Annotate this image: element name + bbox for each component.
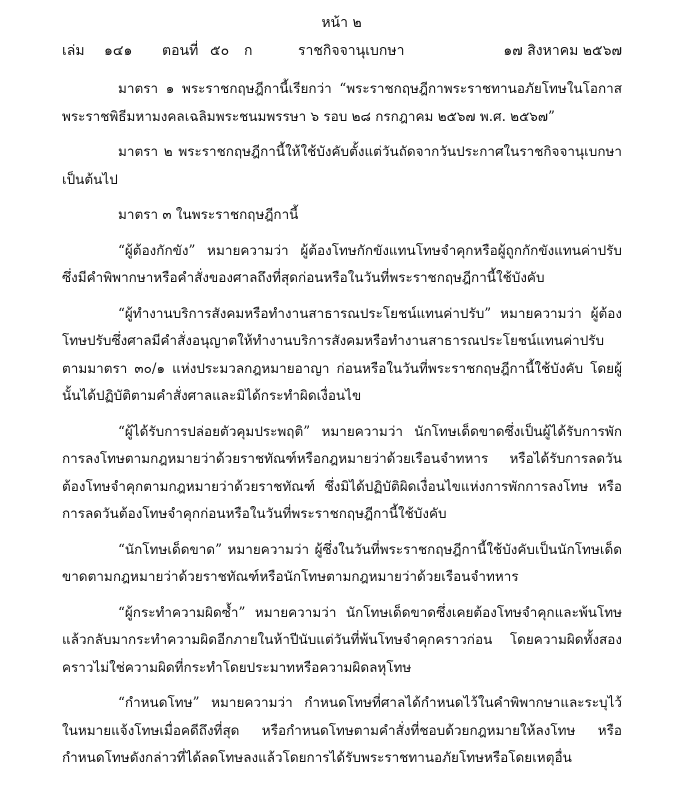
page-number: หน้า ๒ [321,15,362,31]
section-1: มาตรา ๑ พระราชกฤษฎีกานี้เรียกว่า “พระราชกฤษฎีกาพระราชทานอภัยโทษในโอกาสพระราชพิธีมหามงคลเฉลิมพระชนมพรรษา ๖ รอบ ๒๘ กรกฎาคม ๒๕๖๗ พ.ศ. ๒๕๖๗” [62,81,622,125]
volume-number: ๑๔๑ [104,43,133,59]
journal-title: ราชกิจจานุเบกษา [298,43,405,59]
definition-recidivist: “ผู้กระทำความผิดซ้ำ” หมายความว่า นักโทษเด็ดขาดซึ่งเคยต้องโทษจำคุกและพ้นโทษแล้วกลับมากระทำความผิดอีกภายในห้าปีนับแต่วันที่พ้นโทษจำคุกคราวก่อน โดยความผิดทั้งสองคราวไม่ใช่ความผิดที่กระทำโดยประมาทหรือความผิดลหุโทษ [62,604,622,676]
issue-date: ๑๗ สิงหาคม ๒๕๖๗ [503,43,622,59]
definition-parolee: “ผู้ได้รับการปล่อยตัวคุมประพฤติ” หมายความว่า นักโทษเด็ดขาดซึ่งเป็นผู้ได้รับการพักการลงโทษตามกฎหมายว่าด้วยราชทัณฑ์หรือกฎหมายว่าด้วยเรือนจำทหาร หรือได้รับการลดวันต้องโทษจำคุกตามกฎหมายว่าด้วยราชทัณฑ์ ซึ่งมิได้ปฏิบัติผิดเงื่อนไขแห่งการพักการลงโทษ หรือการลดวันต้องโทษจำคุกก่อนหรือในวันที่พระราชกฤษฎีกานี้ใช้บังคับ [62,423,622,522]
part-label: ตอนที่ [162,43,199,59]
section-letter: ก [244,43,253,59]
definition-convict: “นักโทษเด็ดขาด” หมายความว่า ผู้ซึ่งในวันที่พระราชกฤษฎีกานี้ใช้บังคับเป็นนักโทษเด็ดขาดตามกฎหมายว่าด้วยราชทัณฑ์หรือนักโทษตามกฎหมายว่าด้วยเรือนจำทหาร [62,541,622,585]
part-number: ๕๐ [210,43,230,59]
section-3: มาตรา ๓ ในพระราชกฤษฎีกานี้ [118,207,299,223]
section-2: มาตรา ๒ พระราชกฤษฎีกานี้ให้ใช้บังคับตั้งแต่วันถัดจากวันประกาศในราชกิจจานุเบกษาเป็นต้นไป [62,144,622,188]
definition-sentence: “กำหนดโทษ” หมายความว่า กำหนดโทษที่ศาลได้กำหนดไว้ในคำพิพากษาและระบุไว้ในหมายแจ้งโทษเมื่อคดีถึงที่สุด หรือกำหนดโทษตามคำสั่งที่ชอบด้วยกฎหมายให้ลงโทษ หรือกำหนดโทษดังกล่าวที่ได้ลดโทษลงแล้วโดยการได้รับพระราชทานอภัยโทษหรือโดยเหตุอื่น [62,695,622,766]
document-body [62,76,622,773]
volume-label: เล่ม [62,43,85,59]
definition-detainee: “ผู้ต้องกักขัง” หมายความว่า ผู้ต้องโทษกักขังแทนโทษจำคุกหรือผู้ถูกกักขังแทนค่าปรับซึ่งมีคำพิพากษาหรือคำสั่งของศาลถึงที่สุดก่อนหรือในวันที่พระราชกฤษฎีกานี้ใช้บังคับ [62,242,622,286]
definition-community-service: “ผู้ทำงานบริการสังคมหรือทำงานสาธารณประโยชน์แทนค่าปรับ” หมายความว่า ผู้ต้องโทษปรับซึ่งศาลมีคำสั่งอนุญาตให้ทำงานบริการสังคมหรือทำงานสาธารณประโยชน์แทนค่าปรับตามมาตรา ๓๐/๑ แห่งประมวลกฎหมายอาญา ก่อนหรือในวันที่พระราชกฤษฎีกานี้ใช้บังคับ โดยผู้นั้นได้ปฏิบัติตามคำสั่งศาลและมิได้กระทำผิดเงื่อนไข [62,305,622,404]
